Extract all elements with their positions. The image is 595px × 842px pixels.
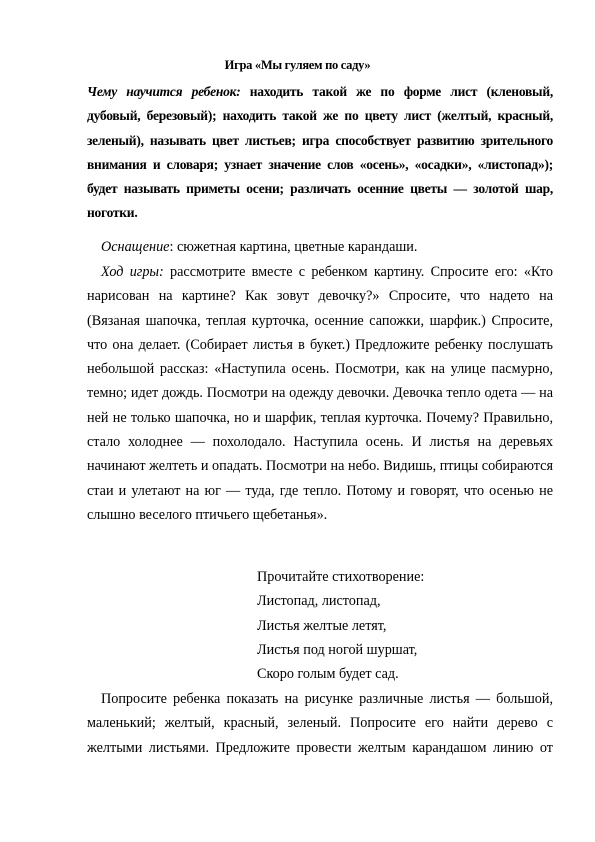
goal-text-1: находить такой же по форме лист (кленовый, — [240, 84, 553, 99]
game-line-7: ней не только шапочка, но и шарфик, теплая курточка. Почему? Правильно, — [87, 409, 553, 426]
goal-line-3: зеленый), называть цвет листьев; игра способствует развитию зрительного — [87, 132, 553, 148]
game-line-8: стало холоднее — похолодало. Наступила осень. И листья на деревьях — [87, 434, 553, 451]
poem-intro: Прочитайте стихотворение: — [257, 569, 425, 585]
page-title: Игра «Мы гуляем по саду» — [224, 58, 371, 72]
game-line-5: небольшой рассказ: «Наступила осень. Посмотри, как на улице пасмурно, — [87, 361, 553, 378]
closing-paragraph — [87, 687, 553, 760]
closing-line-3: желтыми листьями. Предложите провести желтым карандашом линию от — [87, 739, 553, 756]
game-line-3: (Вязаная шапочка, теплая курточка, осенние сапожки, шарфик.) Спросите, — [87, 312, 553, 329]
equipment-text: : сюжетная картина, цветные карандаши. — [169, 239, 418, 255]
game-line-11: слышно веселого птичьего щебетанья». — [87, 506, 328, 523]
poem-line-2: Листья желтые летят, — [257, 617, 387, 634]
poem-line-3: Листья под ногой шуршат, — [257, 641, 418, 658]
poem-line-4: Скоро голым будет сад. — [257, 666, 399, 683]
goal-line-6: ноготки. — [87, 205, 138, 221]
goal-label: Чему научится ребенок: — [87, 84, 241, 99]
game-line-2: нарисован на картине? Как зовут девочку?» Спросите, что надето на — [87, 288, 553, 305]
poem-line-1: Листопад, листопад, — [257, 593, 381, 610]
goal-line-4: внимания и словаря; узнает значение слов «осень», «осадки», «листопад»); — [87, 156, 553, 172]
goal-line-1 — [87, 80, 553, 104]
game-line-9: начинают желтеть и опадать. Посмотри на небо. Видишь, птицы собираются — [87, 458, 553, 475]
game-label: Ход игры: — [101, 264, 164, 280]
equipment-paragraph — [87, 235, 553, 259]
game-text-1: рассмотрите вместе с ребенком картину. Спросите его: «Кто — [163, 264, 553, 280]
goal-paragraph — [87, 80, 553, 226]
goal-line-2: дубовый, березовый); находить такой же по цвету лист (желтый, красный, — [87, 108, 553, 124]
closing-line-1: Попросите ребенка показать на рисунке различные листья — большой, — [101, 691, 553, 707]
game-paragraph — [87, 260, 553, 527]
game-line-10: стаи и улетают на юг — туда, где тепло. Потому и говорят, что осенью не — [87, 482, 553, 499]
game-line-4: что она делает. (Собирает листья в букет.) Предложите ребенку послушать — [87, 336, 553, 353]
poem-block — [257, 565, 557, 686]
game-line-6: темно; идет дождь. Посмотри на одежду девочки. Девочка тепло одета — на — [87, 385, 553, 402]
game-line-1 — [87, 260, 553, 284]
goal-line-5: будет называть приметы осени; различать осенние цветы — золотой шар, — [87, 181, 553, 197]
equipment-label: Оснащение — [101, 239, 170, 255]
closing-line-2: маленький; желтый, красный, зеленый. Попросите его найти дерево с — [87, 715, 553, 732]
equipment-line — [87, 235, 553, 259]
